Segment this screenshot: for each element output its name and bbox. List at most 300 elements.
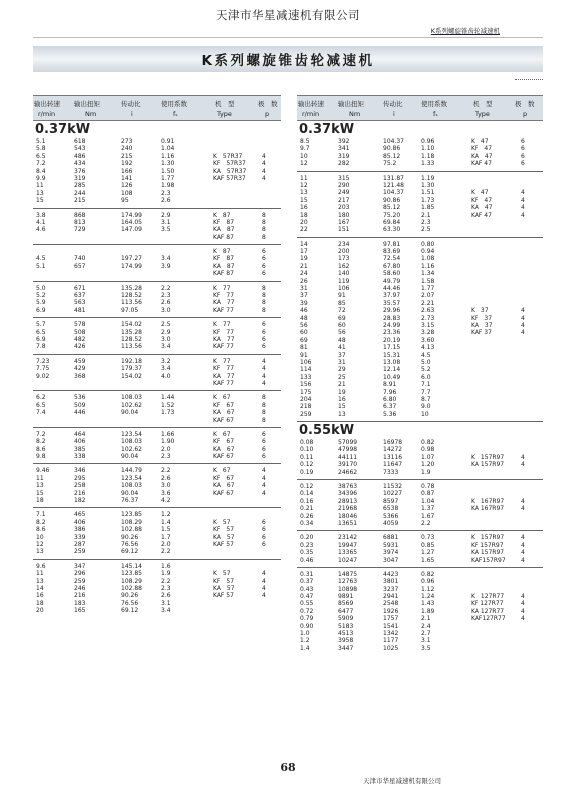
table-cell: KA 57 [213,533,235,541]
table-cell: 6 [262,445,266,453]
table-cell: 0.37 [300,578,314,586]
table-cell: 563 [74,299,86,307]
table-cell: 197.27 [121,255,142,263]
col-torque-unit: Nm [85,110,97,118]
table-cell: 0.82 [421,439,435,447]
table-cell: 8 [262,416,266,424]
table-cell: 273 [121,138,133,145]
table-cell: 8569 [338,600,354,608]
table-cell: 11647 [383,461,403,469]
table-cell: 15 [36,197,44,205]
table-cell: 0.96 [421,138,435,145]
table-cell: 2.2 [161,548,171,556]
table-cell: 3801 [383,578,399,586]
table-cell: 2.3 [161,189,171,197]
table-cell: 5.1 [36,138,46,145]
table-cell: 48 [300,314,308,322]
table-cell: 7.7 [421,388,431,396]
table-cell: 1.73 [421,196,435,204]
table-cell: 2.9 [161,328,171,336]
table-cell: 4.0 [161,372,171,380]
table-cell: 44111 [338,453,358,461]
table-cell: 1.18 [421,152,435,160]
table-cell: 5931 [383,541,399,549]
table-cell: KF 67 [213,401,235,409]
table-cell: 0.73 [421,534,435,542]
table-body [297,138,543,421]
table-group [297,530,543,567]
table-cell: 0.96 [421,578,435,586]
col-ratio: 传动比 [121,100,141,108]
table-cell: 9.6 [36,562,46,570]
table-row [297,593,543,600]
table-group [297,567,543,655]
table-cell: 1.66 [161,430,175,438]
table-row [297,285,543,292]
table-row [297,549,543,556]
table-cell: 16978 [383,439,403,447]
table-cell: 90.04 [121,409,139,417]
table-cell: 4.6 [36,226,46,234]
table-cell: 8.6 [36,445,46,453]
table-cell: 46 [300,307,308,315]
table-cell: 12 [36,540,44,548]
left-table [33,95,281,753]
table-group [33,354,281,391]
table-cell: 4.5 [36,255,46,263]
table-cell: 508 [74,328,86,336]
table-cell: 4 [521,556,525,564]
table-cell: 6.5 [36,152,46,160]
table-cell: 4 [521,549,525,557]
table-row [33,373,281,380]
table-cell: KA 77 [213,372,235,380]
table-cell: 9891 [338,593,354,601]
table-cell: K 47 [471,189,489,197]
table-cell: 4 [521,196,525,204]
table-cell: 4 [262,357,266,365]
table-cell: 0.12 [300,461,314,469]
table-cell: 3.0 [161,306,171,314]
table-cell: 85.12 [383,204,401,212]
table-row [297,359,543,366]
table-cell: K 87 [213,248,231,256]
table-cell: 175 [300,388,312,396]
table-cell: 4 [262,584,266,592]
table-cell: 102.88 [121,526,142,534]
table-cell: 0.47 [300,593,314,601]
col-factor: 使用系数 [161,100,187,108]
table-row [297,608,543,615]
table-row [297,329,543,336]
table-cell: 131.87 [383,174,404,182]
table-cell: KF 57R37 [213,160,246,168]
table-cell: 0.85 [421,541,435,549]
table-row [33,145,281,152]
table-cell: 7333 [383,468,399,476]
table-cell: 75.2 [383,160,397,168]
table-cell: 7.75 [36,365,50,373]
table-cell: 6 [262,248,266,256]
table-cell: 135.28 [121,284,142,292]
table-row [297,520,543,527]
table-cell: 3.15 [421,321,435,329]
table-cell: 7.23 [36,357,50,365]
table-cell: 90.04 [121,453,139,461]
table-cell: 1.65 [421,556,435,564]
col-ratio-unit: i [393,110,395,118]
table-cell: KAF 87 [213,270,234,278]
divider [33,37,543,38]
table-cell: 102.88 [121,584,142,592]
table-cell: 48 [338,336,346,344]
table-cell: 296 [74,570,86,578]
table-cell: 1.67 [421,512,435,520]
table-cell: 6.0 [421,373,431,381]
table-cell: 3047 [383,556,399,564]
table-row [297,315,543,322]
table-row [297,270,543,277]
table-cell: 5.2 [36,292,46,300]
col-model: 机 型 [473,100,493,108]
table-row [33,219,281,226]
table-cell: 15 [338,403,346,411]
table-row [33,417,281,424]
table-cell: 6 [262,438,266,446]
table-cell: 2.6 [161,592,171,600]
table-cell: 2.5 [421,226,431,234]
table-cell: 4 [521,189,525,197]
table-cell: 0.14 [300,490,314,498]
table-cell: 69 [338,314,346,322]
table-cell: 13.08 [383,358,401,366]
table-cell: 4 [262,160,266,168]
table-row [33,409,281,416]
table-cell: 11532 [383,483,403,491]
table-cell: 6.2 [36,394,46,402]
table-cell: 1.58 [421,277,435,285]
table-row [33,175,281,182]
table-row [297,490,543,497]
table-cell: 123.54 [121,430,142,438]
table-cell: 1.43 [421,600,435,608]
table-cell: 5.36 [383,410,397,418]
col-model: 机 型 [215,100,235,108]
table-cell: 4 [262,174,266,182]
table-cell: KAF 77 [213,379,234,387]
table-row [33,138,281,145]
table-group [33,317,281,354]
table-cell: 543 [74,145,86,153]
table-cell: KF 57 [213,526,235,534]
table-cell: 12763 [338,578,358,586]
table-cell: 2.3 [161,292,171,300]
table-cell: 16 [300,204,308,212]
table-cell: 0.43 [300,585,314,593]
table-cell: 24.99 [383,321,401,329]
table-header [33,95,281,121]
table-cell: 637 [74,292,86,300]
table-row [297,145,543,152]
table-row [297,411,543,418]
table-cell: 14272 [383,446,403,454]
table-row [33,446,281,453]
table-cell: K 57 [213,570,231,578]
col-factor-unit: fₛ [173,110,178,118]
table-cell: 113.56 [121,343,142,351]
table-cell: 6 [521,152,525,160]
table-cell: 108.29 [121,577,142,585]
table-cell: K 67 [213,467,231,475]
table-cell: 192.18 [121,357,142,365]
table-cell: 162 [338,262,350,270]
table-group [33,244,281,281]
table-cell: 1.5 [161,526,171,534]
table-cell: 1.24 [421,593,435,601]
table-cell: 4 [521,307,525,315]
table-cell: 3.9 [161,262,171,270]
table-row [33,263,281,270]
table-cell: 69 [300,336,308,344]
table-row [297,219,543,226]
table-cell: 56 [300,321,308,329]
col-speed-unit: r/min [302,110,320,118]
table-cell: 2.7 [421,630,431,638]
table-cell: 1.4 [300,644,310,652]
table-row [297,292,543,299]
table-group [297,237,543,421]
table-row [297,189,543,196]
table-cell: 1.37 [421,505,435,513]
table-cell: 0.21 [300,505,314,513]
power-heading: 0.37kW [35,122,91,137]
table-cell: 19947 [338,541,358,549]
table-group [33,138,281,208]
table-cell: 76.37 [121,497,139,505]
table-cell: 3.4 [161,255,171,263]
table-cell: 4.2 [161,497,171,505]
table-cell: 3447 [338,644,354,652]
table-cell: KAF 67 [213,416,234,424]
table-cell: 5.2 [421,366,431,374]
table-cell: 13 [300,189,308,197]
table-cell: 39170 [338,461,358,469]
table-cell: 429 [74,365,86,373]
table-cell: 126 [121,182,133,190]
table-cell: 215 [121,152,133,160]
table-cell: 22 [300,226,308,234]
table-cell: 2.1 [421,211,431,219]
table-cell: 67.80 [383,262,401,270]
table-group [33,463,281,507]
table-cell: 0.16 [300,497,314,505]
table-cell: 1.0 [300,630,310,638]
table-cell: 6 [262,262,266,270]
table-cell: KA 57 [213,584,235,592]
table-cell: 60 [300,329,308,337]
table-cell: 14875 [338,570,358,578]
table-cell: 18 [300,211,308,219]
col-torque: 输出扭矩 [74,100,100,108]
table-cell: KAF127R77 [471,615,506,623]
table-cell: 4 [521,329,525,337]
table-cell: 41 [338,344,346,352]
table-cell: KA 157R97 [471,549,505,557]
table-row [33,497,281,504]
table-cell: 740 [74,255,86,263]
table-cell: 2.6 [161,299,171,307]
table-cell: 0.35 [300,549,314,557]
table-cell: 9.8 [36,453,46,461]
table-cell: 5.0 [421,358,431,366]
table-cell: 11 [36,474,44,482]
table-cell: 8 [262,306,266,314]
table-cell: 90.86 [383,145,401,153]
col-pole: 极 数 [515,100,535,108]
power-heading: 0.55kW [297,421,543,439]
table-cell: 147.09 [121,226,142,234]
table-row [33,402,281,409]
table-row [297,366,543,373]
table-cell: 69.84 [383,218,401,226]
table-cell: 1.89 [421,607,435,615]
table-cell: 6.80 [383,395,397,403]
table-cell: 63.30 [383,226,401,234]
table-cell: 215 [74,197,86,205]
table-cell: KF 87 [213,255,235,263]
table-group [33,507,281,558]
table-cell: 26 [300,277,308,285]
table-cell: 6 [262,335,266,343]
table-cell: 203 [338,204,350,212]
table-cell: K 167R97 [471,497,505,505]
table-cell: 7.4 [36,409,46,417]
page-title: K系列螺旋锥齿轮减速机 [33,46,543,72]
table-cell: 29.96 [383,307,401,315]
table-cell: 4 [262,592,266,600]
table-row [33,490,281,497]
table-cell: 6 [262,255,266,263]
table-row [33,592,281,599]
table-cell: 1.16 [161,152,175,160]
table-cell: 8 [262,284,266,292]
table-cell: 2.73 [421,314,435,322]
table-cell: K 57R37 [213,152,243,160]
table-cell: KF 67 [213,438,235,446]
table-cell: 28913 [338,497,358,505]
table-row [297,534,543,541]
table-cell: KAF 67 [213,453,234,461]
table-cell: 102.62 [121,401,142,409]
table-cell: 385 [74,445,86,453]
table-row [297,241,543,248]
table-cell: K 67 [213,394,231,402]
table-cell: 8 [262,292,266,300]
table-cell: 4 [262,474,266,482]
table-cell: 0.12 [300,483,314,491]
table-cell: 200 [338,248,350,256]
table-cell: 1.4 [161,518,171,526]
table-row [33,526,281,533]
table-cell: 4 [521,497,525,505]
table-row [297,322,543,329]
table-cell: 56 [338,329,346,337]
table-row [297,637,543,644]
table-cell: 1.34 [421,270,435,278]
table-cell: 6 [262,343,266,351]
table-cell: KAF 77 [213,343,234,351]
table-row [33,285,281,292]
table-group [33,427,281,464]
table-cell: 31 [338,358,346,366]
table-cell: 3.1 [161,218,171,226]
table-cell: 509 [74,401,86,409]
table-cell: 90.86 [383,196,401,204]
table-row [297,389,543,396]
table-cell: 4 [521,541,525,549]
table-cell: 1.6 [161,562,171,570]
table-cell: 7.1 [36,511,46,519]
table-cell: 4 [262,167,266,175]
table-cell: 2.0 [161,540,171,548]
table-cell: 29 [338,366,346,374]
table-cell: 19 [300,255,308,263]
table-cell: 0.10 [300,446,314,454]
table-group [33,281,281,318]
table-cell: 486 [74,152,86,160]
table-row [33,190,281,197]
table-cell: 2.0 [161,445,171,453]
table-cell: 10247 [338,556,358,564]
table-cell: 290 [338,181,350,189]
table-cell: 4 [262,365,266,373]
table-cell: 151 [338,226,350,234]
table-cell: 1.30 [421,181,435,189]
table-cell: 37 [338,351,346,359]
table-cell: KAF 57R37 [213,174,246,182]
table-cell: 20.19 [383,336,401,344]
table-cell: 8 [262,211,266,219]
table-row [297,374,543,381]
table-cell: 0.78 [421,483,435,491]
table-row [297,263,543,270]
table-cell: 0.98 [421,446,435,454]
table-cell: 244 [74,189,86,197]
table-cell: 83.69 [383,248,401,256]
table-cell: 578 [74,321,86,329]
table-cell: KA 127R77 [471,607,505,615]
table-row [33,578,281,585]
table-cell: 368 [74,372,86,380]
table-cell: 386 [74,526,86,534]
table-cell: 3974 [383,549,399,557]
table-cell: K 47 [471,138,489,145]
table-cell: 69.12 [121,607,139,615]
table-cell: 6 [262,533,266,541]
table-cell: 4 [521,534,525,542]
table-cell: 4.13 [421,344,435,352]
table-cell: KF 37 [471,314,493,322]
col-speed: 输出转速 [34,100,60,108]
table-row [297,600,543,607]
table-cell: KA 47 [471,152,493,160]
table-row [33,329,281,336]
table-row [33,453,281,460]
table-row [33,168,281,175]
table-row [33,467,281,474]
table-cell: 216 [74,592,86,600]
table-cell: 14 [36,584,44,592]
